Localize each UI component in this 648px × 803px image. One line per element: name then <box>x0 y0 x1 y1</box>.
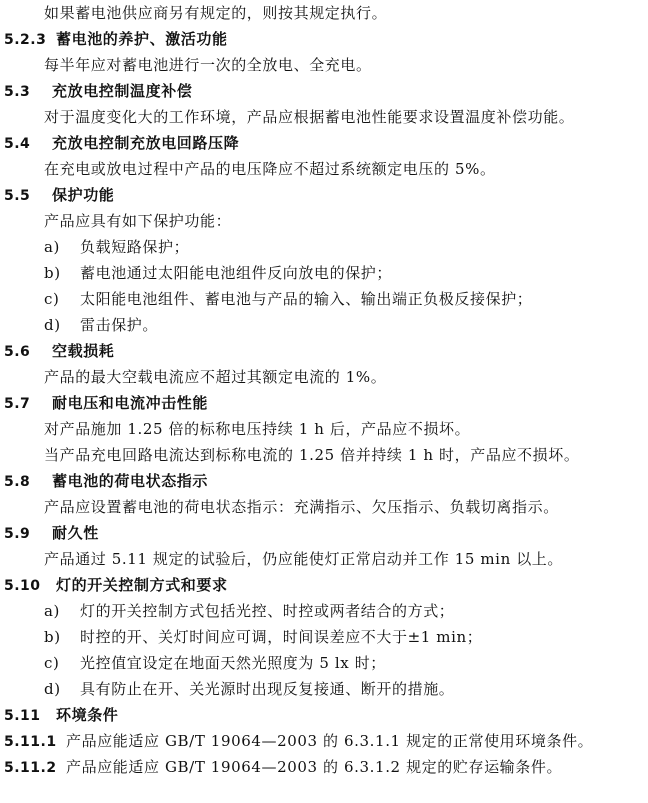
section-number: 5.11.2 <box>4 760 57 776</box>
list-item-label: a) <box>44 238 60 256</box>
list-item <box>44 260 392 286</box>
section-title: 蓄电池的荷电状态指示 <box>52 472 209 490</box>
section-title: 耐电压和电流冲击性能 <box>52 394 209 412</box>
section-5-11-1 <box>4 728 593 754</box>
section-title: 蓄电池的养护、激活功能 <box>56 30 228 48</box>
paragraph-line: 对产品施加 1.25 倍的标称电压持续 1 h 后，产品应不损坏。 <box>44 420 471 438</box>
section-title: 耐久性 <box>52 524 99 542</box>
section-title: 灯的开关控制方式和要求 <box>56 576 228 594</box>
paragraph-line: 如果蓄电池供应商另有规定的，则按其规定执行。 <box>44 4 388 22</box>
section-number: 5.10 <box>4 578 41 594</box>
section-number: 5.8 <box>4 474 31 490</box>
list-item <box>44 624 482 650</box>
paragraph-line: 当产品充电回路电流达到标称电流的 1.25 倍并持续 1 h 时，产品应不损坏。 <box>44 446 580 464</box>
list-item-text: 负载短路保护； <box>80 238 190 256</box>
section-title: 保护功能 <box>52 186 115 204</box>
section-heading-5-2-3 <box>4 26 228 52</box>
list-item <box>44 650 386 676</box>
list-item-text: 蓄电池通过太阳能电池组件反向放电的保护； <box>80 264 393 282</box>
section-heading-5-5 <box>4 182 114 208</box>
list-item-text: 雷击保护。 <box>80 316 159 334</box>
section-number: 5.4 <box>4 136 31 152</box>
list-item-label: a) <box>44 602 60 620</box>
paragraph-text: 产品应能适应 GB/T 19064—2003 的 6.3.1.2 规定的贮存运输条件。 <box>66 758 563 776</box>
list-item <box>44 676 454 702</box>
section-number: 5.5 <box>4 188 31 204</box>
paragraph-line: 产品通过 5.11 规定的试验后，仍应能使灯正常启动并工作 15 min 以上。 <box>44 550 564 568</box>
section-number: 5.3 <box>4 84 31 100</box>
section-heading-5-9 <box>4 520 99 546</box>
section-number: 5.7 <box>4 396 31 412</box>
paragraph-line: 产品应具有如下保护功能： <box>44 212 232 230</box>
paragraph-line: 产品的最大空载电流应不超过其额定电流的 1%。 <box>44 368 387 386</box>
section-title: 充放电控制充放电回路压降 <box>52 134 240 152</box>
section-heading-5-8 <box>4 468 208 494</box>
list-item-text: 时控的开、关灯时间应可调，时间误差应不大于±1 min； <box>80 628 483 646</box>
list-item-text: 灯的开关控制方式包括光控、时控或两者结合的方式； <box>80 602 455 620</box>
list-item-label: d) <box>44 316 61 334</box>
paragraph-text: 产品应能适应 GB/T 19064—2003 的 6.3.1.1 规定的正常使用环境条件。 <box>66 732 594 750</box>
section-number: 5.9 <box>4 526 31 542</box>
section-number: 5.6 <box>4 344 31 360</box>
list-item-label: c) <box>44 654 60 672</box>
list-item-label: b) <box>44 628 61 646</box>
section-title: 空载损耗 <box>52 342 115 360</box>
list-item-text: 具有防止在开、关光源时出现反复接通、断开的措施。 <box>80 680 455 698</box>
list-item <box>44 234 189 260</box>
section-title: 环境条件 <box>56 706 119 724</box>
list-item-label: b) <box>44 264 61 282</box>
section-heading-5-6 <box>4 338 114 364</box>
paragraph-line: 对于温度变化大的工作环境，产品应根据蓄电池性能要求设置温度补偿功能。 <box>44 108 575 126</box>
section-heading-5-11 <box>4 702 118 728</box>
list-item-label: d) <box>44 680 61 698</box>
section-heading-5-3 <box>4 78 192 104</box>
section-number: 5.11.1 <box>4 734 57 750</box>
paragraph-line: 每半年应对蓄电池进行一次的全放电、全充电。 <box>44 56 372 74</box>
list-item-label: c) <box>44 290 60 308</box>
section-heading-5-7 <box>4 390 208 416</box>
section-heading-5-4 <box>4 130 239 156</box>
list-item <box>44 598 454 624</box>
section-number: 5.2.3 <box>4 32 47 48</box>
list-item-text: 光控值宜设定在地面天然光照度为 5 lx 时； <box>80 654 386 672</box>
list-item <box>44 312 158 338</box>
list-item-text: 太阳能电池组件、蓄电池与产品的输入、输出端正负极反接保护； <box>80 290 533 308</box>
section-number: 5.11 <box>4 708 41 724</box>
section-title: 充放电控制温度补偿 <box>52 82 193 100</box>
list-item <box>44 286 532 312</box>
section-heading-5-10 <box>4 572 228 598</box>
section-5-11-2 <box>4 754 562 780</box>
paragraph-line: 在充电或放电过程中产品的电压降应不超过系统额定电压的 5%。 <box>44 160 496 178</box>
paragraph-line: 产品应设置蓄电池的荷电状态指示：充满指示、欠压指示、负载切离指示。 <box>44 498 559 516</box>
